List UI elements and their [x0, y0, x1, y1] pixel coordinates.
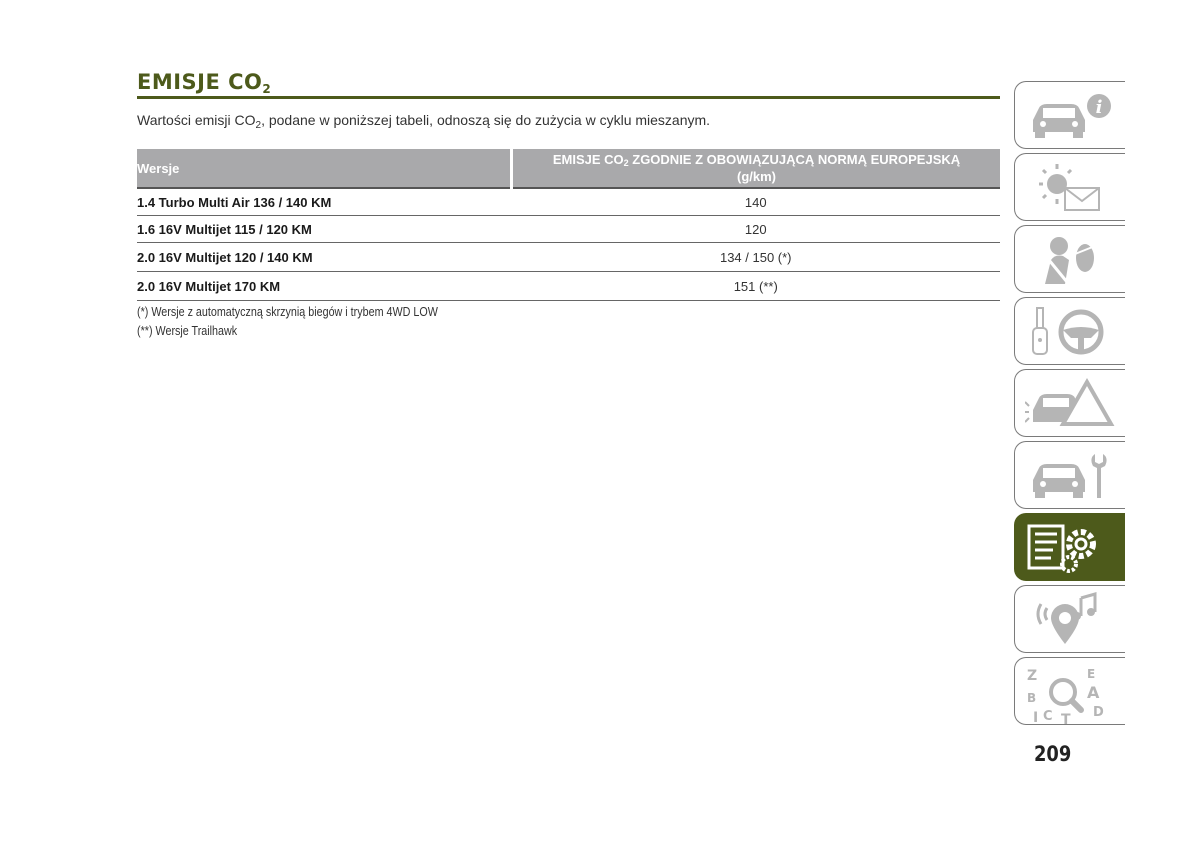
technical-data-gears-icon	[1025, 520, 1115, 576]
chapter-tab-maintenance[interactable]	[1014, 441, 1125, 509]
table-header-row	[137, 149, 1000, 188]
page-number: 209	[1034, 742, 1072, 766]
svg-text:T: T	[1061, 712, 1071, 724]
footnote: (**) Wersje Trailhawk	[137, 324, 238, 338]
version-cell: 2.0 16V Multijet 170 KM	[137, 272, 512, 301]
svg-text:A: A	[1087, 683, 1100, 702]
footnotes	[137, 303, 438, 341]
safety-airbag-icon	[1025, 232, 1115, 288]
alphabetical-index-icon	[1025, 664, 1115, 724]
intro-paragraph: Wartości emisji $CO_2$, podane w poniższej tabeli, odnoszą się do zużycia w cyklu mieszanym.	[137, 112, 711, 131]
chapter-tab-dashboard[interactable]	[1014, 153, 1125, 221]
multimedia-navigation-icon	[1025, 592, 1115, 648]
chapter-tab-car-info[interactable]	[1014, 81, 1125, 149]
header-emissions: EMISJE $CO_2$ ZGODNIE Z OBOWIĄZUJĄCĄ NORMĄ EUROPEJSKĄ (g/km)	[512, 149, 1001, 188]
table-row	[137, 272, 1000, 301]
chapter-tab-starting-driving[interactable]	[1014, 297, 1125, 365]
chapter-tab-index[interactable]	[1014, 657, 1125, 725]
dashboard-lights-message-icon	[1025, 160, 1115, 216]
header-versions: Wersje	[137, 149, 512, 188]
chapter-tab-safety[interactable]	[1014, 225, 1125, 293]
table-row	[137, 216, 1000, 243]
table-row	[137, 188, 1000, 216]
svg-text:B: B	[1027, 691, 1037, 705]
svg-text:i: i	[1095, 97, 1103, 118]
key-steering-wheel-icon	[1025, 304, 1115, 360]
chapter-tab-technical-data[interactable]	[1014, 513, 1125, 581]
car-maintenance-wrench-icon	[1025, 448, 1115, 504]
car-info-icon	[1025, 88, 1115, 144]
emission-value-cell: 134 / 150 (*)	[512, 243, 1001, 272]
svg-text:D: D	[1093, 705, 1104, 720]
svg-text:Z: Z	[1027, 668, 1038, 684]
title-divider	[137, 96, 1000, 99]
emission-value-cell: 120	[512, 216, 1001, 243]
svg-text:E: E	[1087, 667, 1096, 681]
version-cell: 1.4 Turbo Multi Air 136 / 140 KM	[137, 188, 512, 216]
table-row	[137, 243, 1000, 272]
car-warning-triangle-icon	[1025, 376, 1115, 432]
svg-text:C: C	[1043, 709, 1053, 724]
co2-emissions-table	[137, 149, 1000, 301]
footnote: (*) Wersje z automatyczną skrzynią biegów i trybem 4WD LOW	[137, 305, 438, 319]
svg-text:I: I	[1033, 710, 1039, 724]
chapter-tab-emergency[interactable]	[1014, 369, 1125, 437]
emission-value-cell: 151 (**)	[512, 272, 1001, 301]
chapter-tab-multimedia[interactable]	[1014, 585, 1125, 653]
version-cell: 2.0 16V Multijet 120 / 140 KM	[137, 243, 512, 272]
version-cell: 1.6 16V Multijet 115 / 120 KM	[137, 216, 512, 243]
emission-value-cell: 140	[512, 188, 1001, 216]
section-title: EMISJE $CO_2$	[137, 70, 272, 96]
